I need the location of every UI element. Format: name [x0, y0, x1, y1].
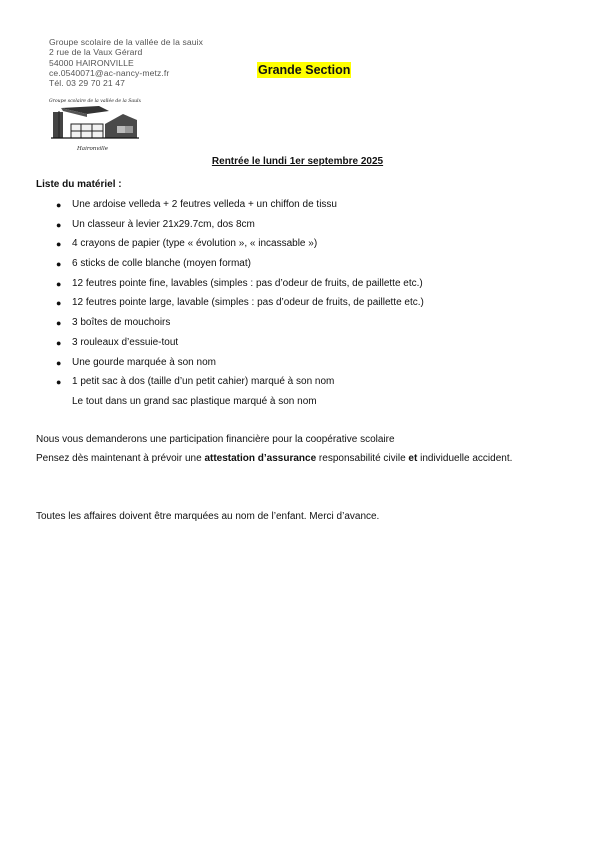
list-item: ● 1 petit sac à dos (taille d’un petit cahier) marqué à son nom	[56, 376, 335, 388]
bullet-icon: ●	[56, 337, 62, 348]
bullet-icon: ●	[56, 318, 62, 329]
list-item: ● 12 feutres pointe large, lavable (simples : pas d’odeur de fruits, de paillette etc.)	[56, 297, 424, 309]
list-note: Le tout dans un grand sac plastique marqué à son nom	[72, 396, 317, 407]
participation-paragraph: Nous vous demanderons une participation financière pour la coopérative scolaire	[36, 434, 395, 445]
bullet-icon: ●	[56, 259, 62, 270]
school-logo	[47, 94, 143, 154]
address-phone: Tél. 03 29 70 21 47	[49, 78, 125, 89]
list-item: ● Un classeur à levier 21x29.7cm, dos 8cm	[56, 218, 255, 230]
bullet-icon: ●	[56, 377, 62, 388]
address-line: 54000 HAIRONVILLE	[49, 57, 134, 68]
closing-paragraph: Toutes les affaires doivent être marquées au nom de l’enfant. Merci d’avance.	[36, 511, 380, 522]
bullet-icon: ●	[56, 219, 62, 230]
list-item: ● 4 crayons de papier (type « évolution », « incassable »)	[56, 238, 318, 250]
logo-caption: Groupe scolaire de la vallée de la Saulx	[49, 99, 142, 104]
grade-title: Grande Section	[258, 63, 351, 77]
list-item: ● 3 rouleaux d’essuie-tout	[56, 336, 179, 348]
list-item: ● 12 feutres pointe fine, lavables (simples : pas d’odeur de fruits, de paillette etc.)	[56, 277, 423, 289]
school-address	[49, 37, 239, 88]
insurance-paragraph: Pensez dès maintenant à prévoir une attestation d’assurance responsabilité civile et individuelle accident.	[36, 453, 513, 464]
insurance-emphasis: attestation d’assurance	[204, 453, 317, 464]
list-title: Liste du matériel :	[36, 179, 122, 190]
list-item: ● 6 sticks de colle blanche (moyen format)	[56, 258, 251, 270]
list-item: ● 3 boîtes de mouchoirs	[56, 317, 171, 329]
bullet-icon: ●	[56, 239, 62, 250]
bullet-icon: ●	[56, 278, 62, 289]
bullet-icon: ●	[56, 357, 62, 368]
date-heading: Rentrée le lundi 1er septembre 2025	[211, 156, 384, 167]
address-line: 2 rue de la Vaux Gérard	[49, 47, 143, 58]
list-item: ● Une ardoise velleda + 2 feutres velleda + un chiffon de tissu	[56, 199, 337, 210]
list-item: ● Une gourde marquée à son nom	[56, 356, 216, 368]
supply-list	[56, 198, 424, 395]
logo-town: Haironville	[77, 146, 108, 152]
address-line: Groupe scolaire de la vallée de la sauix	[49, 37, 204, 47]
bullet-icon: ●	[56, 298, 62, 309]
bullet-icon: ●	[56, 200, 62, 210]
address-email: ce.0540071@ac-nancy-metz.fr	[49, 67, 170, 78]
